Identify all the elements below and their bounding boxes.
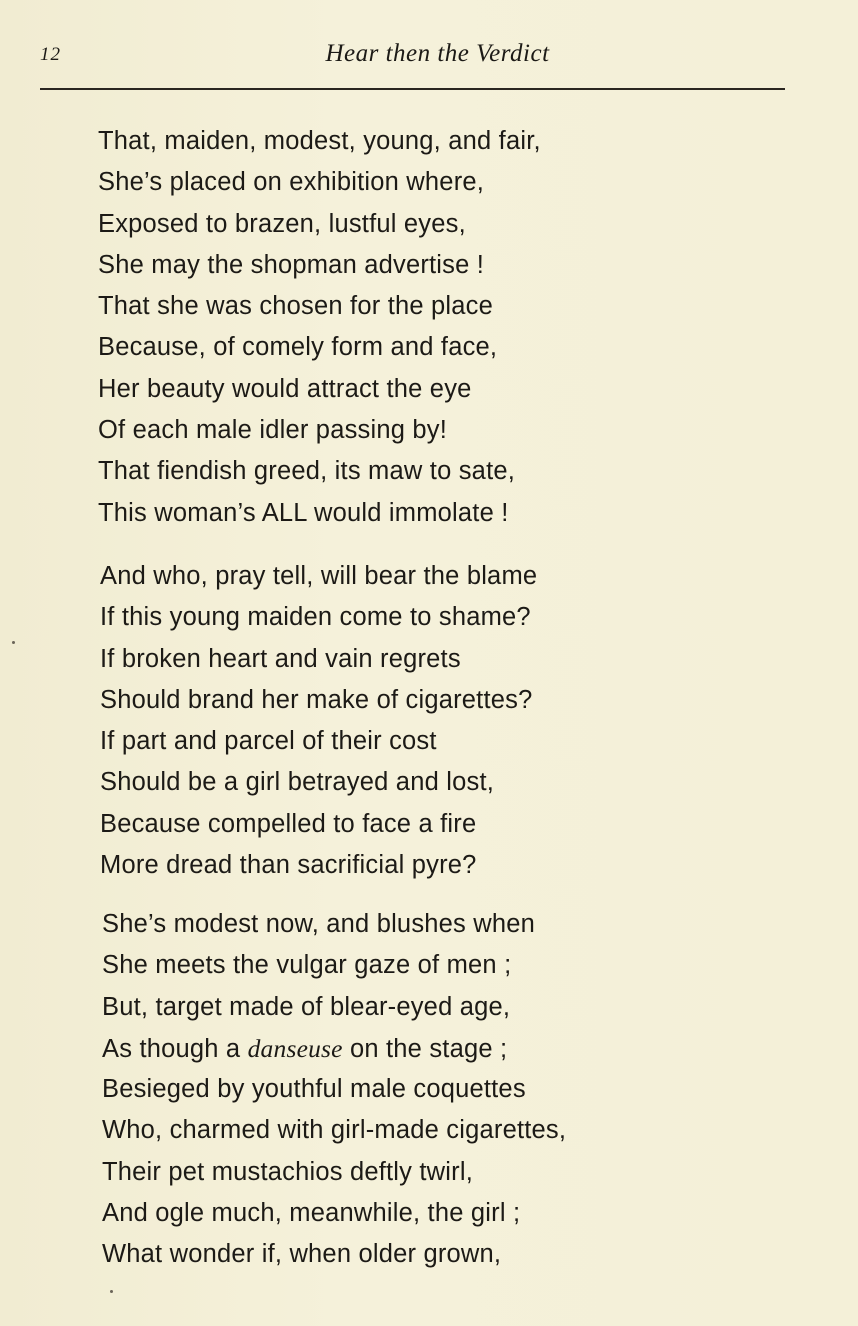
verse-line: Exposed to brazen, lustful eyes, — [98, 209, 466, 238]
verse-line: If this young maiden come to shame? — [100, 603, 531, 632]
verse-text: As though a — [102, 1034, 248, 1063]
verse-line: Of each male idler passing by! — [98, 416, 448, 445]
verse-line: Their pet mustachios deftly twirl, — [102, 1157, 474, 1186]
verse-line-with-italic — [102, 1028, 566, 1069]
running-title: Hear then the Verdict — [325, 40, 550, 67]
stanza-3 — [102, 904, 566, 1276]
stanza-2 — [100, 556, 537, 886]
verse-line: And ogle much, meanwhile, the girl ; — [102, 1199, 521, 1228]
verse-line: She’s modest now, and blushes when — [102, 910, 536, 938]
verse-line: This woman’s ALL would immolate ! — [98, 498, 509, 527]
stanza-1 — [98, 121, 541, 534]
verse-line: She’s placed on exhibition where, — [98, 168, 485, 197]
verse-line: Because, of comely form and face, — [98, 333, 498, 362]
verse-text: on the stage ; — [342, 1034, 508, 1063]
verse-line: And who, pray tell, will bear the blame — [100, 562, 538, 590]
verse-line: That she was chosen for the place — [98, 292, 493, 321]
paper-speck — [110, 1290, 113, 1293]
italic-word: danseuse — [247, 1033, 343, 1063]
verse-line: Because compelled to face a fire — [100, 809, 477, 838]
page-header — [40, 38, 785, 88]
verse-line: If broken heart and vain regrets — [100, 644, 461, 673]
verse-line: Should be a girl betrayed and lost, — [100, 768, 495, 797]
verse-line: If part and parcel of their cost — [100, 727, 437, 756]
verse-line: She meets the vulgar gaze of men ; — [102, 951, 512, 980]
verse-line: That, maiden, modest, young, and fair, — [98, 127, 541, 155]
verse-line: That fiendish greed, its maw to sate, — [98, 457, 516, 486]
verse-line: But, target made of blear-eyed age, — [102, 992, 511, 1021]
header-rule — [40, 88, 785, 90]
verse-line: Who, charmed with girl-made cigarettes, — [102, 1116, 567, 1145]
verse-line: What wonder if, when older grown, — [102, 1240, 502, 1269]
verse-line: Her beauty would attract the eye — [98, 374, 472, 403]
verse-line: More dread than sacrificial pyre? — [100, 851, 477, 880]
page-number: 12 — [40, 44, 61, 65]
paper-speck — [12, 641, 15, 644]
verse-line: Besieged by youthful male coquettes — [102, 1075, 526, 1104]
verse-line: Should brand her make of cigarettes? — [100, 685, 533, 714]
verse-line: She may the shopman advertise ! — [98, 250, 485, 279]
